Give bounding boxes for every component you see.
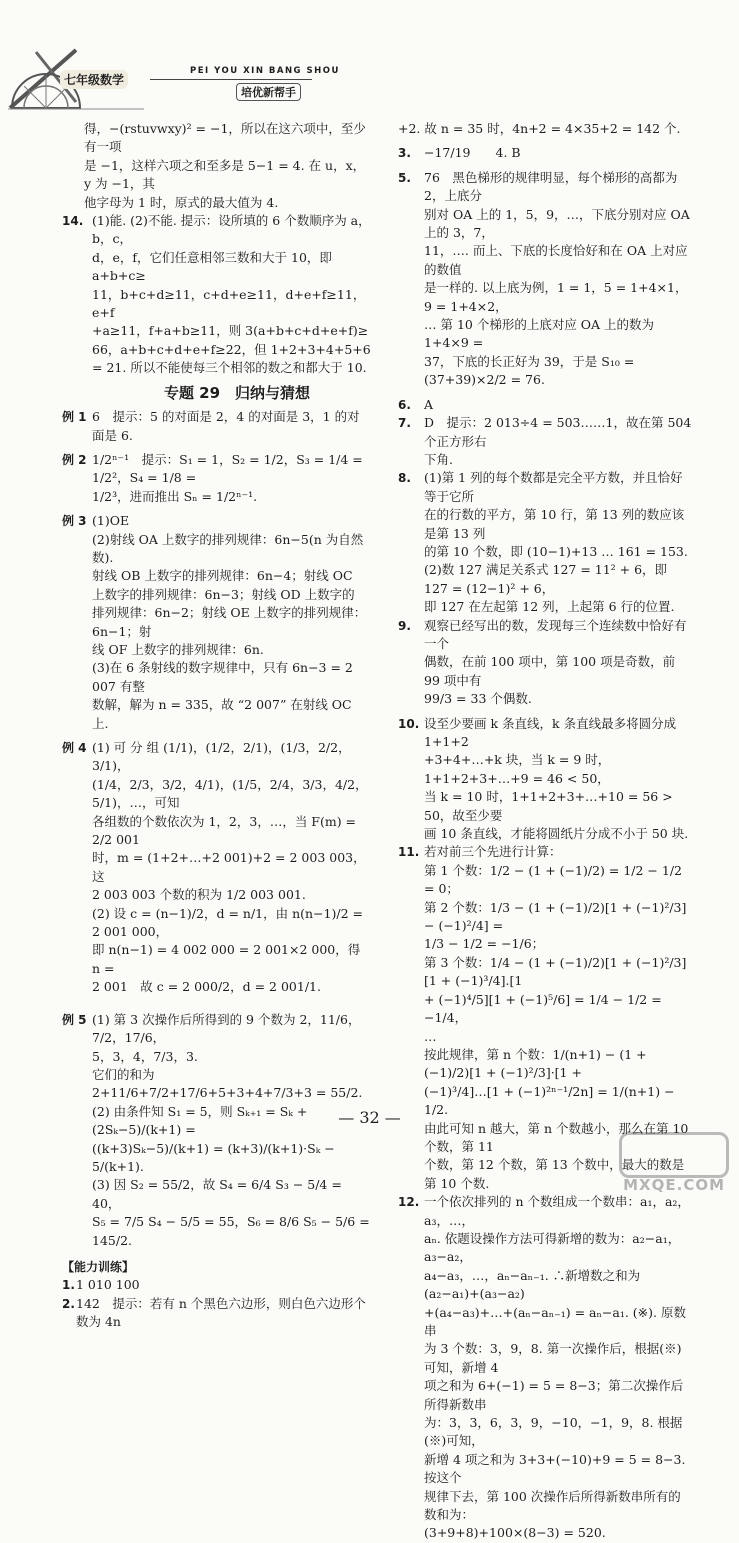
text-line: (2)数 127 满足关系式 127 = 11² + 6，即 127 = (12−1)² + 6， bbox=[424, 562, 668, 596]
page-header bbox=[0, 0, 739, 118]
text-line: + (−1)⁴/5][1 + (−1)⁵/6] = 1/4 − 1/2 = −1/4， bbox=[424, 991, 662, 1026]
text-line: 各组数的个数依次为 1，2，3，…，当 F(m) = 2/2 001 bbox=[92, 813, 357, 848]
text-line: S₅ = 7/5 S₄ − 5/5 = 55，S₆ = 8/6 S₅ − 5/6 = 145/2. bbox=[92, 1214, 370, 1248]
text-line: … 第 10 个梯形的上底对应 OA 上的数为 1+4×9 = bbox=[424, 317, 655, 351]
book-series-title: 培优新帮手 bbox=[236, 83, 301, 101]
text-line: 11，b+c+d≥11，c+d+e≥11，d+e+f≥11，e+f bbox=[92, 286, 366, 321]
answer-number: 14. bbox=[62, 214, 84, 229]
text-line: 设至少要画 k 条直线，k 条直线最多将圆分成 1+1+2 bbox=[424, 715, 677, 749]
text-line: 个数，第 12 个数，第 13 个数中，最大的数是第 10 个数. bbox=[424, 1157, 685, 1191]
answer-number: 10. bbox=[398, 716, 420, 731]
text-line: (1/4，2/3，3/2，4/1)，(1/5，2/4，3/3，4/2，5/1)，…，可知 bbox=[92, 776, 368, 811]
answer-number: 7. bbox=[398, 416, 411, 431]
text-line: a₄−a₃，…，aₙ−aₙ₋₁. ∴新增数之和为 (a₂−a₁)+(a₃−a₂) bbox=[424, 1267, 641, 1302]
answer-number: 5. bbox=[398, 170, 411, 185]
text-line: 得，−(rstuvwxy)² = −1，所以在这六项中，至少有一项 bbox=[84, 121, 366, 155]
example-1 bbox=[62, 408, 372, 445]
text-line: 数解，解为 n = 335，故 “2 007” 在射线 OC 上. bbox=[92, 697, 352, 731]
text-line: 第 1 个数：1/2 − (1 + (−1)/2) = 1/2 − 1/2 = 0； bbox=[424, 862, 682, 897]
answer-3-4 bbox=[398, 144, 693, 162]
text-line: (1) 第 3 次操作后所得到的 9 个数为 2，11/6，7/2，17/6， bbox=[92, 1011, 361, 1046]
section-heading: 【能力训练】 bbox=[62, 1259, 135, 1274]
text-line: 当 k = 10 时，1+1+2+3+…+10 = 56 > 50，故至少要 bbox=[424, 789, 673, 823]
example-label: 例 5 bbox=[62, 1012, 87, 1027]
answer-8 bbox=[398, 469, 693, 616]
text-line: 线 OF 上数字的排列规律：6n. bbox=[92, 641, 264, 657]
text-line: = 21. 所以不能使每三个相邻的数之和都大于 10. bbox=[92, 360, 367, 376]
text-line: d，e，f，它们任意相邻三数和大于 10，即 a+b+c≥ bbox=[92, 249, 332, 284]
intro-text bbox=[62, 120, 372, 212]
right-column bbox=[398, 120, 693, 1543]
text-line: (3) 因 S₂ = 55/2，故 S₄ = 6/4 S₃ − 5/4 = 40， bbox=[92, 1177, 342, 1211]
text-line: 1/2³，进而推出 Sₙ = 1/2ⁿ⁻¹. bbox=[92, 488, 258, 504]
watermark-logo bbox=[619, 1132, 729, 1194]
answer-6 bbox=[398, 396, 693, 414]
text-line: 5，3，4，7/3，3. bbox=[92, 1048, 198, 1064]
text-line: (2) 由条件知 S₁ = 5，则 Sₖ₊₁ = Sₖ + (2Sₖ−5)/(k+1) = bbox=[92, 1103, 308, 1138]
text-line: 即 n(n−1) = 4 002 000 = 2 001×2 000，得 n = bbox=[92, 942, 361, 976]
text-line: 1/3 − 1/2 = −1/6； bbox=[424, 936, 545, 952]
answer-number: 12. bbox=[398, 1195, 420, 1210]
watermark-badge-icon bbox=[619, 1132, 729, 1178]
text-line: 是 −1，这样六项之和至多是 5−1 = 4. 在 u，x，y 为 −1，其 bbox=[84, 157, 366, 192]
answer-7 bbox=[398, 414, 693, 469]
answer-number: 6. bbox=[398, 397, 411, 412]
text-line: 37，下底的长正好为 39，于是 S₁₀ = (37+39)×2/2 = 76. bbox=[424, 353, 635, 388]
text-line: … bbox=[424, 1028, 437, 1044]
text-line: 76 黑色梯形的规律明显，每个梯形的高都为 2，上底分 bbox=[424, 169, 678, 204]
text-line: (1)第 1 列的每个数都是完全平方数，并且恰好等于它所 bbox=[424, 470, 683, 504]
example-label: 例 1 bbox=[62, 410, 87, 425]
page-number: — 32 — bbox=[338, 1108, 401, 1127]
text-line: 6 提示：5 的对面是 2，4 的对面是 3，1 的对面是 6. bbox=[92, 409, 360, 443]
text-line: 2 001 故 c = 2 000/2，d = 2 001/1. bbox=[92, 979, 321, 995]
text-line: (−1)³/4]…[1 + (−1)²ⁿ⁻¹/2n] = 1/(n+1) − 1/2. bbox=[424, 1083, 675, 1118]
example-4 bbox=[62, 739, 372, 997]
text-line: 若对前三个先进行计算： bbox=[424, 844, 562, 860]
text-line: 142 提示：若有 n 个黑色六边形，则白色六边形个数为 4n bbox=[76, 1295, 366, 1330]
text-line: A bbox=[424, 396, 434, 412]
text-line: 由此可知 n 越大，第 n 个数越小，那么在第 10 个数，第 11 bbox=[424, 1120, 689, 1154]
text-line: 为 3 个数：3，9，8. 第一次操作后，根据(※)可知，新增 4 bbox=[424, 1341, 682, 1375]
answer-number: 3. bbox=[398, 146, 411, 161]
answer-number: 1. bbox=[62, 1278, 75, 1293]
text-line: −17/19 4. B bbox=[424, 145, 521, 161]
text-line: (3+9+8)+100×(8−3) = 520. bbox=[424, 1525, 606, 1541]
text-line: (1)能. (2)不能. 提示：设所填的 6 个数顺序为 a，b，c， bbox=[92, 213, 371, 247]
text-line: ((k+3)Sₖ−5)/(k+1) = (k+3)/(k+1)·Sₖ − 5/(k+1). bbox=[92, 1140, 335, 1174]
text-line: 他字母为 1 时，原式的最大值为 4. bbox=[84, 194, 279, 210]
left-column bbox=[62, 120, 372, 1332]
watermark-text: MXQE.COM bbox=[623, 1176, 725, 1194]
answer-10 bbox=[398, 715, 693, 844]
text-line: (2)射线 OA 上数字的排列规律：6n−5(n 为自然数). bbox=[92, 531, 364, 565]
text-line: 第 2 个数：1/3 − (1 + (−1)/2)[1 + (−1)²/3] − (−1)²/4] = bbox=[424, 899, 687, 934]
text-line: aₙ. 依题设操作方法可得新增的数为：a₂−a₁，a₃−a₂， bbox=[424, 1230, 681, 1265]
text-line: D 提示：2 013÷4 = 503……1，故在第 504 个正方形右 bbox=[424, 415, 692, 449]
text-line: 即 127 在左起第 12 列，上起第 6 行的位置. bbox=[424, 599, 675, 615]
text-line: 是一样的. 以上底为例，1 = 1，5 = 1+4×1，9 = 1+4×2， bbox=[424, 280, 688, 314]
answer-number: 2. bbox=[62, 1296, 75, 1311]
example-5 bbox=[62, 1011, 372, 1250]
text-line: +(a₄−a₃)+…+(aₙ−aₙ₋₁) = aₙ−a₁. (※). 原数串 bbox=[424, 1304, 686, 1338]
text-line: 它们的和为 2+11/6+7/2+17/6+5+3+4+7/3+3 = 55/2. bbox=[92, 1066, 363, 1101]
book-grade-title: 七年级数学 bbox=[60, 70, 128, 89]
answer-5 bbox=[398, 169, 693, 390]
text-line: 上数字的排列规律：6n−3；射线 OD 上数字的 bbox=[92, 586, 355, 602]
text-line: 新增 4 项之和为 3+3+(−10)+9 = 5 = 8−3. 按这个 bbox=[424, 1451, 686, 1486]
text-line: 画 10 条直线，才能将圆纸片分成不小于 50 块. bbox=[424, 826, 689, 842]
example-2 bbox=[62, 451, 372, 506]
answer-number: 11. bbox=[398, 845, 420, 860]
text-line: 别对 OA 上的 1，5，9，…，下底分别对应 OA 上的 3，7， bbox=[424, 206, 690, 241]
text-line: 在的行数的平方，第 10 行，第 13 列的数应该是第 13 列 bbox=[424, 507, 685, 541]
text-line: 规律下去，第 100 次操作后所得新数串所有的数和为： bbox=[424, 1488, 681, 1523]
text-line: 项之和为 6+(−1) = 5 = 8−3；第二次操作后所得新数串 bbox=[424, 1378, 684, 1412]
text-line: (2) 设 c = (n−1)/2，d = n/1，由 n(n−1)/2 = 2 001 000， bbox=[92, 905, 363, 940]
topic-heading: 专题 29 归纳与猜想 bbox=[163, 383, 311, 402]
text-line: 时，m = (1+2+…+2 001)+2 = 2 003 003，这 bbox=[92, 850, 366, 884]
text-line: 99/3 = 33 个偶数. bbox=[424, 691, 532, 707]
text-line: 下角. bbox=[424, 451, 453, 467]
continued-text: +2. 故 n = 35 时，4n+2 = 4×35+2 = 142 个. bbox=[398, 121, 681, 136]
answer-1 bbox=[62, 1276, 372, 1294]
answer-2 bbox=[62, 1295, 372, 1332]
answer-number: 9. bbox=[398, 618, 411, 633]
answer-9 bbox=[398, 617, 693, 709]
text-line: +3+4+…+k 块，当 k = 9 时，1+1+2+3+…+9 = 46 < 50， bbox=[424, 752, 611, 786]
text-line: 偶数，在前 100 项中，第 100 项是奇数，前 99 项中有 bbox=[424, 654, 676, 688]
text-line: (3)在 6 条射线的数字规律中，只有 6n−3 = 2 007 有整 bbox=[92, 660, 353, 694]
text-line: 为：3，3，6，3，9，−10，−1，9，8. 根据(※)可知， bbox=[424, 1415, 683, 1449]
book-pinyin-title: PEI YOU XIN BANG SHOU bbox=[190, 66, 340, 76]
answer-14 bbox=[62, 212, 372, 378]
text-line: 11，…. 而上、下底的长度恰好和在 OA 上对应的数值 bbox=[424, 243, 688, 277]
text-line: 66，a+b+c+d+e+f≥22，但 1+2+3+4+5+6 bbox=[92, 341, 371, 357]
answer-number: 8. bbox=[398, 471, 411, 486]
text-line: 第 3 个数：1/4 − (1 + (−1)/2)[1 + (−1)²/3][1 + (−1)³/4].[1 bbox=[424, 954, 687, 989]
text-line: 按此规律，第 n 个数：1/(n+1) − (1 + (−1)/2)[1 + (−1)²/3]·[1 + bbox=[424, 1046, 647, 1081]
text-line: 1/2ⁿ⁻¹ 提示：S₁ = 1，S₂ = 1/2，S₃ = 1/4 = 1/2²，S₄ = 1/8 = bbox=[92, 451, 363, 486]
answer-12 bbox=[398, 1193, 693, 1543]
text-line: 射线 OB 上数字的排列规律：6n−4；射线 OC bbox=[92, 568, 353, 584]
example-label: 例 2 bbox=[62, 452, 87, 467]
header-divider bbox=[150, 79, 312, 80]
example-3 bbox=[62, 512, 372, 733]
text-line: 一个依次排列的 n 个数组成一个数串：a₁，a₂，a₃，…， bbox=[424, 1194, 690, 1228]
example-label: 例 3 bbox=[62, 514, 87, 529]
text-line: 排列规律：6n−2；射线 OE 上数字的排列规律：6n−1；射 bbox=[92, 605, 367, 639]
text-line: 的第 10 个数，即 (10−1)+13 … 161 = 153. bbox=[424, 543, 688, 559]
text-line: (1)OE bbox=[92, 513, 130, 529]
text-line: +a≥11，f+a+b≥11，则 3(a+b+c+d+e+f)≥ bbox=[92, 323, 369, 339]
text-line: (1) 可 分 组 (1/1)，(1/2，2/1)，(1/3，2/2，3/1)， bbox=[92, 740, 351, 774]
text-line: 2 003 003 个数的积为 1/2 003 001. bbox=[92, 887, 306, 903]
text-line: 1 010 100 bbox=[76, 1277, 140, 1293]
example-label: 例 4 bbox=[62, 741, 87, 755]
text-line: 观察已经写出的数，发现每三个连续数中恰好有一个 bbox=[424, 617, 687, 651]
